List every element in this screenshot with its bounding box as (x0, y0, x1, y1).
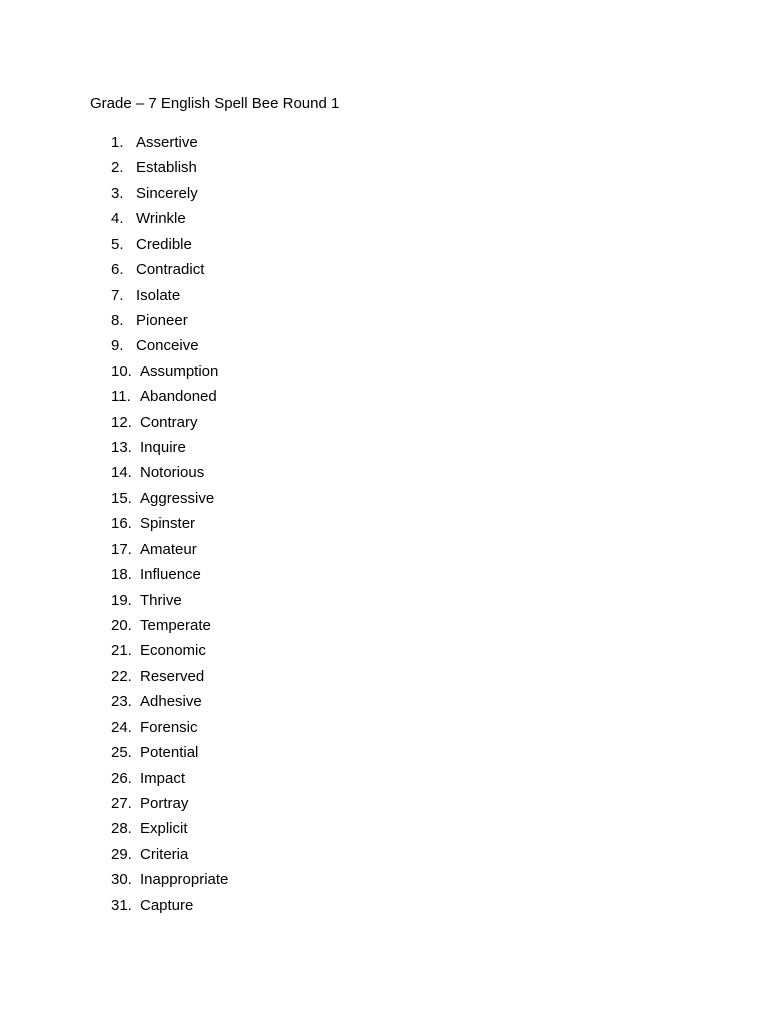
list-item-number: 17. (111, 540, 132, 558)
list-item-number: 28. (111, 820, 132, 838)
list-item (111, 514, 228, 539)
list-item (111, 286, 228, 311)
list-item-number: 2. (111, 159, 124, 177)
list-item-number: 10. (111, 362, 132, 380)
list-item (111, 641, 228, 666)
list-item-number: 12. (111, 413, 132, 431)
list-item-word: Spinster (140, 515, 196, 533)
list-item-number: 11. (111, 388, 131, 406)
list-item-number: 29. (111, 845, 132, 863)
list-item-word: Conceive (136, 337, 199, 355)
list-item-number: 22. (111, 667, 132, 685)
list-item (111, 489, 228, 514)
list-item-word: Portray (140, 794, 189, 812)
list-item-word: Sincerely (136, 184, 198, 202)
list-item-number: 21. (111, 642, 132, 660)
list-item-word: Assumption (140, 362, 219, 380)
list-item-number: 14. (111, 464, 132, 482)
list-item-word: Establish (136, 159, 197, 177)
list-item-number: 5. (111, 235, 124, 253)
page-title: Grade – 7 English Spell Bee Round 1 (90, 95, 340, 112)
list-item-word: Inappropriate (140, 871, 229, 889)
list-item-number: 18. (111, 566, 132, 584)
list-item (111, 209, 228, 234)
list-item (111, 235, 228, 260)
list-item-word: Isolate (136, 286, 181, 304)
list-item-word: Capture (140, 896, 194, 914)
list-item-word: Amateur (140, 540, 197, 558)
list-item-word: Thrive (140, 591, 182, 609)
list-item (111, 158, 228, 183)
list-item-word: Adhesive (140, 693, 202, 711)
list-item-number: 25. (111, 744, 132, 762)
list-item (111, 896, 228, 921)
list-item (111, 870, 228, 895)
list-item (111, 463, 228, 488)
list-item-number: 26. (111, 769, 132, 787)
list-item (111, 540, 228, 565)
list-item-number: 15. (111, 489, 132, 507)
list-item (111, 616, 228, 641)
list-item-number: 27. (111, 794, 132, 812)
spelling-word-list (111, 133, 228, 921)
list-item (111, 794, 228, 819)
list-item-number: 7. (111, 286, 124, 304)
list-item (111, 819, 228, 844)
list-item-number: 30. (111, 871, 132, 889)
list-item-number: 9. (111, 337, 124, 355)
list-item (111, 362, 228, 387)
list-item-number: 4. (111, 210, 124, 228)
list-item (111, 311, 228, 336)
list-item-number: 20. (111, 617, 132, 635)
list-item (111, 667, 228, 692)
list-item (111, 413, 228, 438)
list-item (111, 718, 228, 743)
list-item-word: Pioneer (136, 311, 188, 329)
list-item-number: 23. (111, 693, 132, 711)
list-item-number: 1. (111, 134, 124, 151)
list-item-word: Wrinkle (136, 210, 186, 228)
list-item (111, 133, 228, 158)
list-item-word: Assertive (136, 134, 198, 151)
list-item-number: 24. (111, 718, 132, 736)
list-item-word: Criteria (140, 845, 189, 863)
list-item (111, 591, 228, 616)
list-item (111, 184, 228, 209)
list-item-word: Temperate (140, 617, 211, 635)
list-item-word: Explicit (140, 820, 188, 838)
list-item-word: Credible (136, 235, 192, 253)
list-item (111, 565, 228, 590)
list-item (111, 438, 228, 463)
list-item (111, 769, 228, 794)
list-item (111, 845, 228, 870)
list-item-number: 6. (111, 261, 124, 279)
list-item-word: Inquire (140, 439, 186, 457)
list-item (111, 692, 228, 717)
list-item (111, 387, 228, 412)
list-item-number: 3. (111, 184, 124, 202)
list-item-word: Aggressive (140, 489, 215, 507)
list-item-word: Reserved (140, 667, 205, 685)
list-item (111, 336, 228, 361)
list-item (111, 260, 228, 285)
list-item-word: Contradict (136, 261, 205, 279)
list-item-number: 13. (111, 439, 132, 457)
list-item-word: Notorious (140, 464, 205, 482)
list-item-number: 19. (111, 591, 132, 609)
list-item (111, 743, 228, 768)
list-item-number: 31. (111, 896, 132, 914)
list-item-word: Contrary (140, 413, 198, 431)
list-item-number: 16. (111, 515, 132, 533)
list-item-word: Economic (140, 642, 206, 660)
list-item-word: Impact (140, 769, 186, 787)
list-item-word: Abandoned (140, 388, 217, 406)
list-item-number: 8. (111, 311, 124, 329)
list-item-word: Potential (140, 744, 199, 762)
list-item-word: Influence (140, 566, 201, 584)
list-item-word: Forensic (140, 718, 198, 736)
